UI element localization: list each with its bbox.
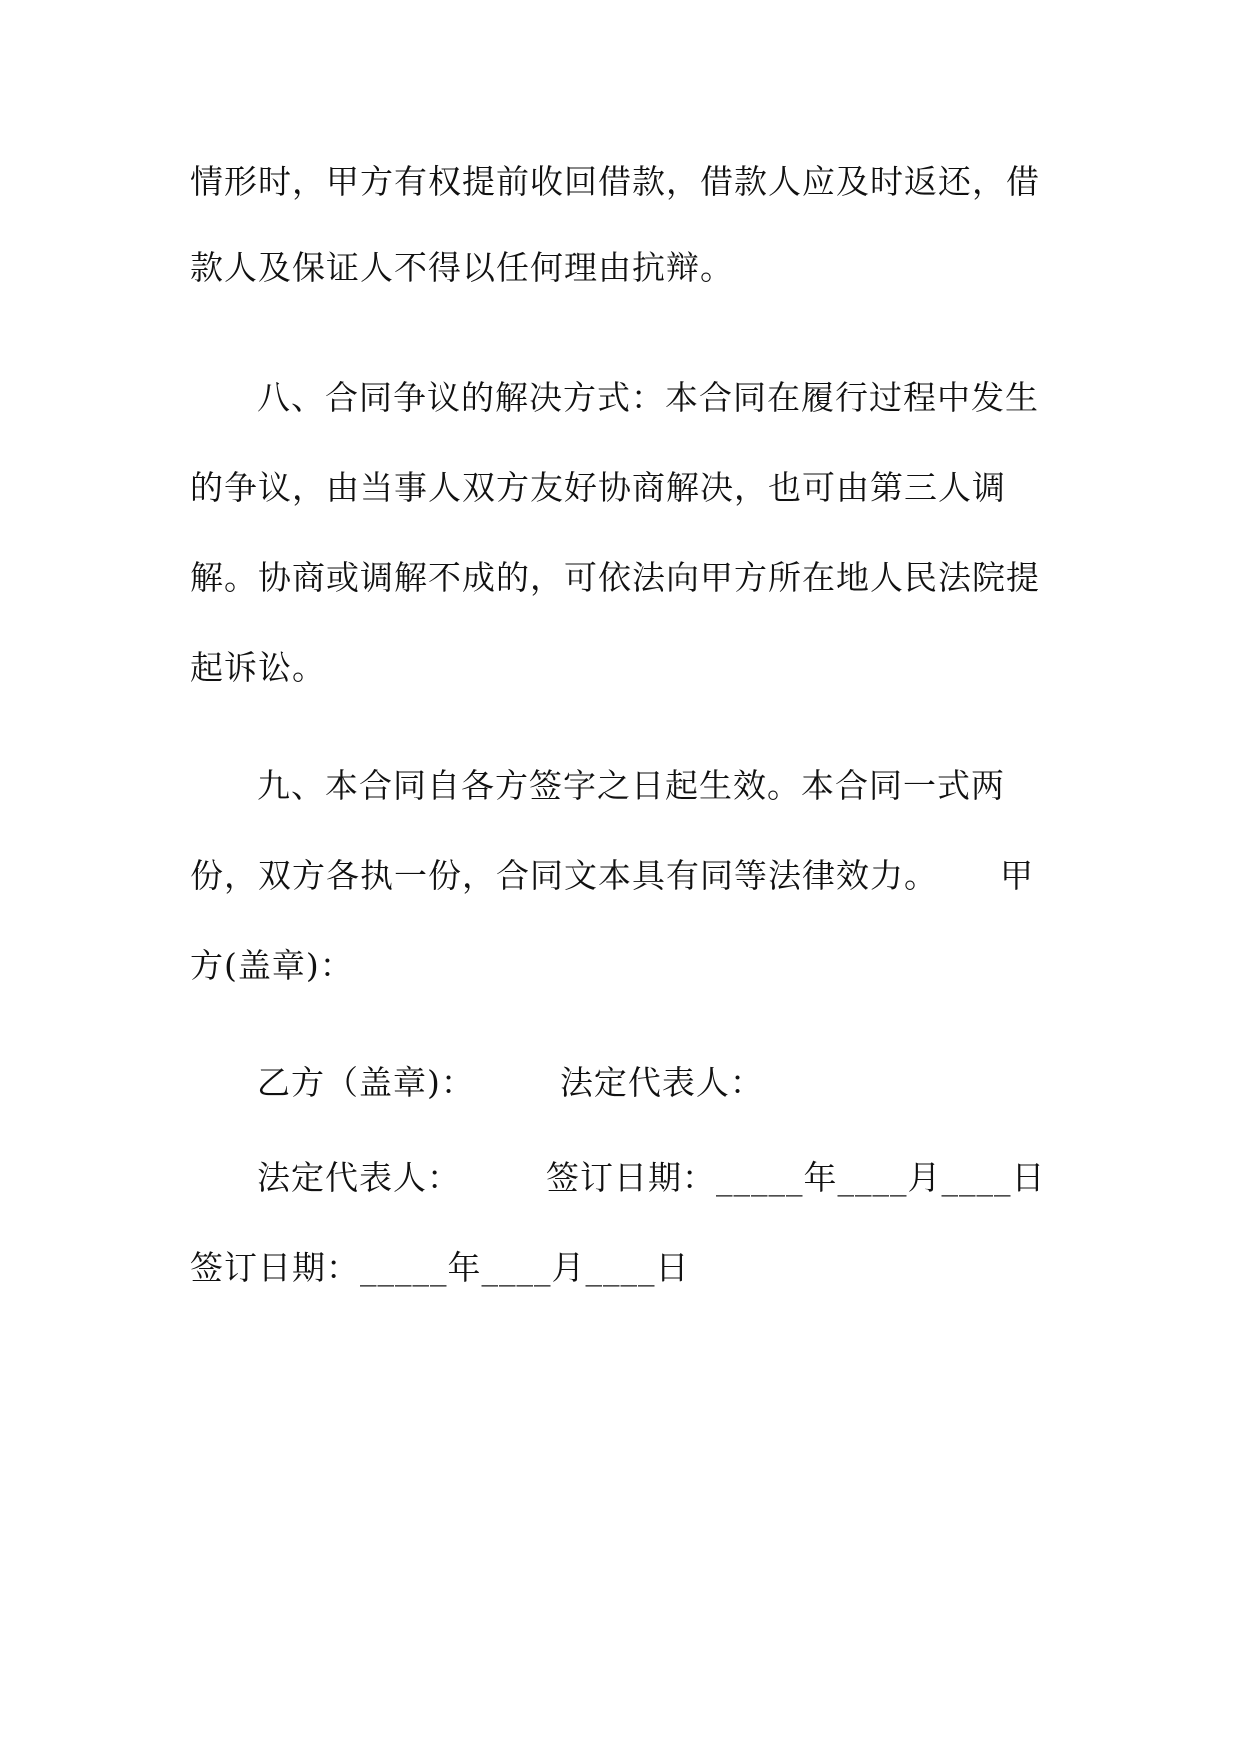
party-b-seal-label: 乙方（盖章)： bbox=[257, 1063, 475, 1102]
rep-date-line bbox=[257, 1158, 1046, 1198]
sign-date-label-1: 签订日期：_____年____月____日 bbox=[546, 1158, 1046, 1197]
clause-8-line-3: 解。协商或调解不成的，可依法向甲方所在地人民法院提 bbox=[190, 558, 1040, 597]
party-b-line bbox=[257, 1063, 764, 1103]
text-line-1: 情形时，甲方有权提前收回借款，借款人应及时返还，借 bbox=[190, 162, 1040, 201]
sign-date-label-2: 签订日期：_____年____月____日 bbox=[190, 1248, 690, 1287]
clause-8-line-4: 起诉讼。 bbox=[190, 648, 326, 687]
clause-9-line-1: 九、本合同自各方签字之日起生效。本合同一式两 bbox=[257, 766, 1005, 805]
clause-8-line-1: 八、合同争议的解决方式：本合同在履行过程中发生 bbox=[257, 378, 1039, 417]
legal-rep-label: 法定代表人： bbox=[257, 1158, 461, 1197]
clause-9-line-2: 份，双方各执一份，合同文本具有同等法律效力。 bbox=[190, 856, 938, 895]
text-line-2: 款人及保证人不得以任何理由抗辩。 bbox=[190, 248, 734, 287]
party-a-fragment: 甲 bbox=[1000, 856, 1033, 895]
party-a-seal-label: 方(盖章)： bbox=[190, 946, 354, 985]
party-b-rep-label: 法定代表人： bbox=[559, 1063, 764, 1102]
clause-8-line-2: 的争议，由当事人双方友好协商解决，也可由第三人调 bbox=[190, 468, 1006, 507]
